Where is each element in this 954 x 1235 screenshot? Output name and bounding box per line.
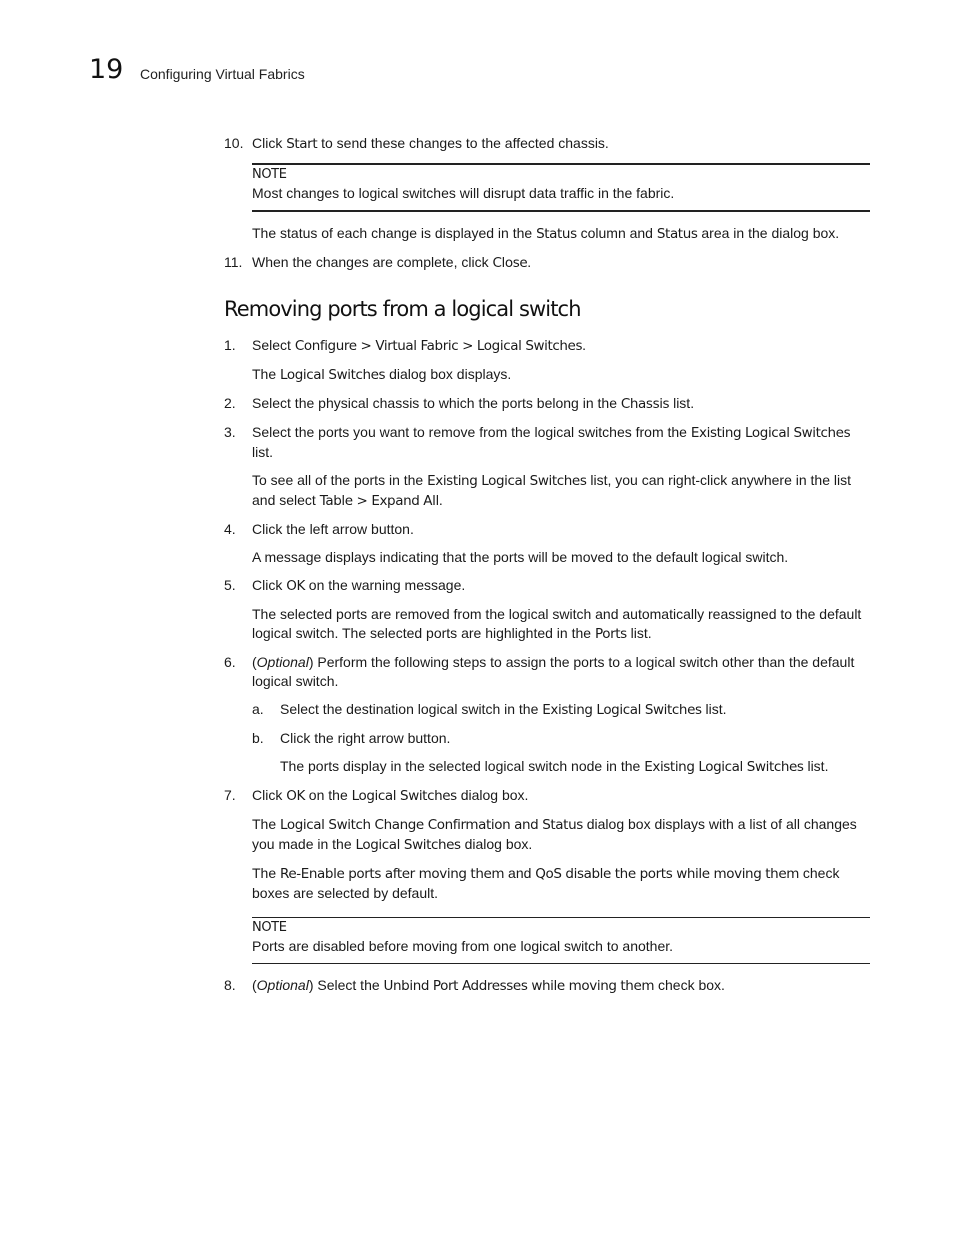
step-text: Click [252,577,287,593]
step-text: Click the left arrow button. [252,521,414,537]
chapter-title: Configuring Virtual Fabrics [140,66,305,82]
ui-term: OK [286,788,305,804]
step-text: Select the physical chassis to which the ports belong in the [252,395,621,411]
text: The selected ports are removed from the logical switch and automatically reassigned to the default logical switch. The selected ports are highlighted in the [252,606,862,641]
paragraph [252,864,870,903]
ui-term: Re-Enable ports after moving them [280,866,505,882]
step-text: on the warning message. [304,577,466,593]
step-text: Select [252,337,295,353]
step-text: Click [252,135,287,151]
step-2 [224,394,870,414]
step-number: 4. [224,521,236,537]
step-11 [224,253,870,273]
text: The [252,816,281,832]
text: . [438,492,443,508]
ui-term: Status [656,226,698,242]
text: list, you can right-click anywhere in the list and select [252,472,852,508]
paragraph [280,757,870,777]
step-number: 3. [224,424,236,440]
text: The ports display in the selected logical switch node in the [280,758,645,774]
text: To see all of the ports in the [252,472,428,488]
step-3 [224,423,870,462]
note-label: NOTE [252,167,287,182]
step-text: ) Select the [308,977,384,993]
step-number: 1. [224,337,236,353]
step-number: 11. [224,254,243,270]
text: list. [626,625,652,641]
ui-term: QoS disable the ports while moving them [535,866,799,882]
step-text: Click [252,787,287,803]
text: area in the dialog box. [697,225,840,241]
step-text: to send these changes to the affected chassis. [317,135,609,151]
step-number: 8. [224,977,236,993]
ui-term: Logical Switches [355,837,461,853]
step-number: 6. [224,654,236,670]
step-text: check box. [654,977,725,993]
step-number: 5. [224,577,236,593]
ui-term: Unbind Port Addresses while moving them [383,978,655,994]
substep-b [252,729,870,748]
note-text: Most changes to logical switches will disrupt data traffic in the fabric. [252,185,675,201]
step-text: ( [252,977,257,993]
section-heading: Removing ports from a logical switch [224,297,581,321]
ui-term: Status [536,226,577,242]
step-5 [224,576,870,596]
step-text: list. [701,701,727,717]
note-box [252,917,870,964]
ui-term: Logical Switches [280,367,386,383]
step-text: ) Perform the following steps to assign the ports to a logical switch other than the default logical switch. [252,654,855,689]
note-box [252,163,870,212]
text: The status of each change is displayed in the [252,225,537,241]
ui-term: Logical Switches [351,788,457,804]
text: dialog box displays with a list of all changes you made in the [252,816,857,852]
step-number: 2. [224,395,236,411]
step-text: list. [669,395,695,411]
substep-a [252,700,870,720]
ui-term: Configure > Virtual Fabric > Logical Switches [294,338,583,354]
step-1 [224,336,870,356]
ui-term: Logical Switch Change Confirmation and Status [280,817,583,833]
step-10 [224,134,870,154]
chapter-number: 19 [89,54,124,85]
note-text: Ports are disabled before moving from one logical switch to another. [252,938,674,954]
text: The [252,865,281,881]
step-number: 10. [224,135,244,151]
ui-term: Existing Logical Switches [427,473,587,489]
paragraph [252,471,870,511]
ui-term: Start [286,136,318,152]
ui-term: Existing Logical Switches [542,702,702,718]
text: dialog box displays. [385,366,512,382]
text: list. [803,758,829,774]
text: A message displays indicating that the ports will be moved to the default logical switch. [252,549,789,565]
ui-term: Close [492,255,528,271]
ui-term: Existing Logical Switches [644,759,804,775]
text: and [504,865,536,881]
step-number: 7. [224,787,236,803]
step-text: on the [304,787,352,803]
step-text: Click the right arrow button. [280,730,451,746]
text: column and [576,225,657,241]
paragraph [252,548,870,567]
step-text: Select the destination logical switch in the [280,701,543,717]
ui-term: Chassis [620,396,670,412]
step-text: . [527,254,532,270]
text: check boxes are selected by default. [252,865,840,901]
step-4 [224,520,870,539]
text: The [252,366,281,382]
text: dialog box. [460,836,533,852]
step-text: When the changes are complete, click [252,254,493,270]
note-label: NOTE [252,920,287,935]
step-text: . [582,337,586,353]
step-text: Select the ports you want to remove from the logical switches from the [252,424,691,440]
step-8 [224,976,870,996]
ui-term: Table > Expand All [319,493,439,509]
italic-term: Optional [256,654,309,670]
ui-term: Ports [594,626,627,642]
step-text: ( [252,654,257,670]
substep-letter: b. [252,730,264,746]
step-text: list. [252,444,273,460]
italic-term: Optional [256,977,309,993]
step-6 [224,653,870,691]
step-7 [224,786,870,806]
paragraph [252,365,870,385]
paragraph [252,605,870,644]
paragraph [252,224,870,244]
paragraph [252,815,870,855]
substep-letter: a. [252,701,264,717]
step-text: dialog box. [456,787,529,803]
page-content [224,134,870,1005]
ui-term: OK [286,578,305,594]
ui-term: Existing Logical Switches [690,425,851,441]
